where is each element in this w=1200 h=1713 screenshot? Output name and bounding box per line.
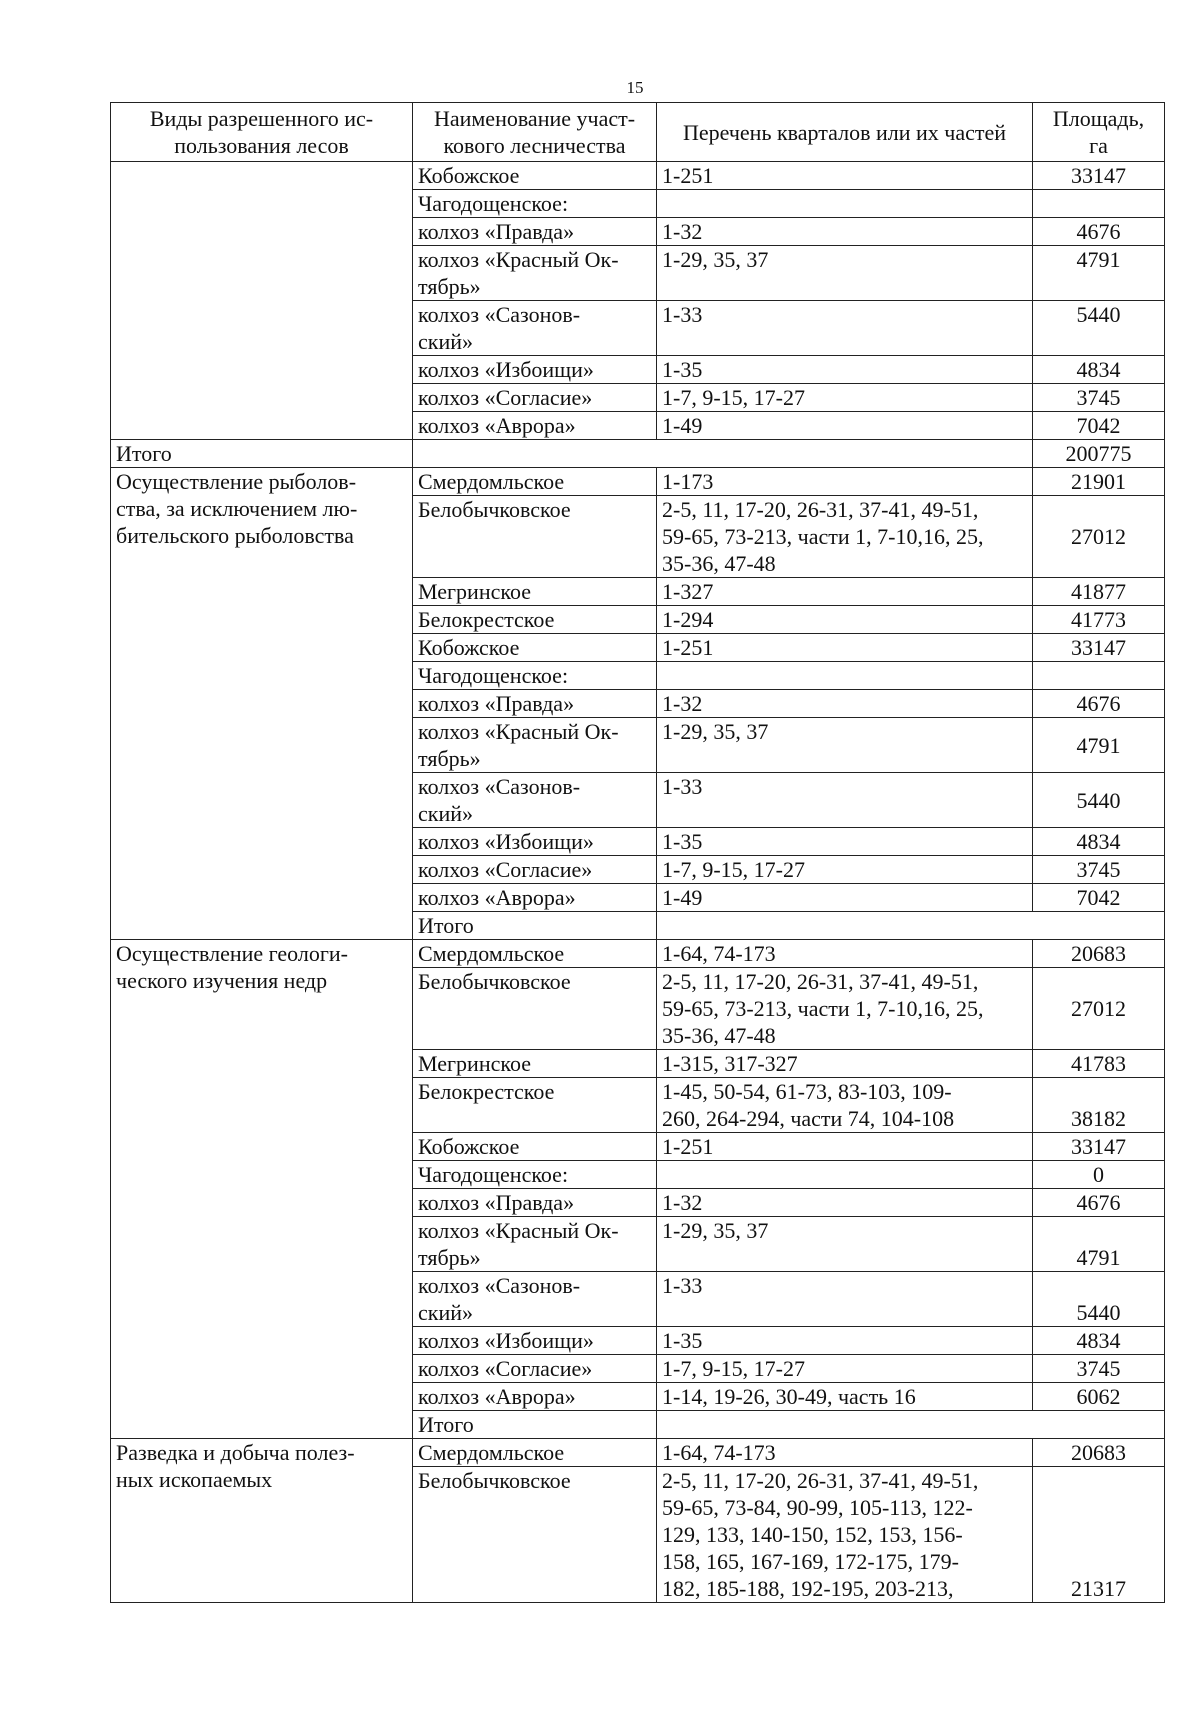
area-cell: 5440 <box>1033 773 1165 828</box>
area-cell: 41877 <box>1033 578 1165 606</box>
forestry-cell: колхоз «Избоищи» <box>413 828 657 856</box>
area-cell <box>1033 190 1165 218</box>
forestry-cell: Смердомльское <box>413 1439 657 1467</box>
header-forestry: Наименование участ- кового лесничества <box>413 103 657 162</box>
quarters-cell: 1-35 <box>657 1327 1033 1355</box>
total-area: 200775 <box>1033 440 1165 468</box>
area-cell: 33147 <box>1033 634 1165 662</box>
table-row <box>111 940 1165 968</box>
area-cell: 0 <box>1033 1161 1165 1189</box>
quarters-cell: 1-45, 50-54, 61-73, 83-103, 109- 260, 264-294, части 74, 104-108 <box>657 1078 1033 1133</box>
area-cell: 21901 <box>1033 468 1165 496</box>
quarters-cell: 1-251 <box>657 1133 1033 1161</box>
table-row <box>111 1439 1165 1467</box>
use-type-cell: Разведка и добыча полез- ных ископаемых <box>111 1439 413 1603</box>
area-cell: 20683 <box>1033 940 1165 968</box>
forestry-cell: колхоз «Сазонов- ский» <box>413 773 657 828</box>
area-cell: 4676 <box>1033 218 1165 246</box>
forestry-cell: Белобычковское <box>413 1467 657 1603</box>
forestry-cell: Чагодощенское: <box>413 1161 657 1189</box>
forestry-cell: колхоз «Красный Ок- тябрь» <box>413 1217 657 1272</box>
forestry-cell: Смердомльское <box>413 468 657 496</box>
total-label: Итого <box>111 440 413 468</box>
forestry-cell: колхоз «Аврора» <box>413 1383 657 1411</box>
area-cell: 4791 <box>1033 1217 1165 1272</box>
quarters-cell: 1-35 <box>657 828 1033 856</box>
quarters-cell: 2-5, 11, 17-20, 26-31, 37-41, 49-51, 59-65, 73-213, части 1, 7-10,16, 25, 35-36, 47-48 <box>657 968 1033 1050</box>
area-cell: 4791 <box>1033 718 1165 773</box>
quarters-cell: 1-251 <box>657 634 1033 662</box>
quarters-cell: 2-5, 11, 17-20, 26-31, 37-41, 49-51, 59-65, 73-213, части 1, 7-10,16, 25, 35-36, 47-48 <box>657 496 1033 578</box>
forestry-cell: Мегринское <box>413 1050 657 1078</box>
forestry-cell: колхоз «Аврора» <box>413 412 657 440</box>
forestry-cell: колхоз «Правда» <box>413 690 657 718</box>
quarters-cell: 1-32 <box>657 218 1033 246</box>
quarters-cell: 1-14, 19-26, 30-49, часть 16 <box>657 1383 1033 1411</box>
area-cell: 4834 <box>1033 356 1165 384</box>
forestry-cell: Кобожское <box>413 1133 657 1161</box>
forestry-cell: Чагодощенское: <box>413 190 657 218</box>
quarters-cell: 2-5, 11, 17-20, 26-31, 37-41, 49-51, 59-65, 73-84, 90-99, 105-113, 122- 129, 133, 140-150, 152, 153, 156- 158, 165, 167-169, 172-175, 179- 182, 185-188, 192-195, 203-213, <box>657 1467 1033 1603</box>
header-use-type: Виды разрешенного ис- пользования лесов <box>111 103 413 162</box>
area-cell: 33147 <box>1033 1133 1165 1161</box>
table-header-row <box>111 103 1165 162</box>
forestry-cell: Кобожское <box>413 634 657 662</box>
quarters-cell: 1-64, 74-173 <box>657 940 1033 968</box>
quarters-cell: 1-33 <box>657 1272 1033 1327</box>
area-cell: 4834 <box>1033 828 1165 856</box>
quarters-cell: 1-49 <box>657 412 1033 440</box>
header-area: Площадь, га <box>1033 103 1165 162</box>
area-cell: 21317 <box>1033 1467 1165 1603</box>
total-row <box>111 440 1165 468</box>
quarters-cell: 1-35 <box>657 356 1033 384</box>
forestry-cell: колхоз «Сазонов- ский» <box>413 301 657 356</box>
forestry-cell: Белокрестское <box>413 1078 657 1133</box>
area-cell: 5440 <box>1033 301 1165 356</box>
forestry-cell: колхоз «Избоищи» <box>413 1327 657 1355</box>
area-cell: 20683 <box>1033 1439 1165 1467</box>
quarters-cell: 1-33 <box>657 773 1033 828</box>
forestry-cell: колхоз «Согласие» <box>413 1355 657 1383</box>
forestry-cell: Белобычковское <box>413 968 657 1050</box>
area-cell: 27012 <box>1033 496 1165 578</box>
table-row <box>111 468 1165 496</box>
forestry-cell: колхоз «Красный Ок- тябрь» <box>413 718 657 773</box>
table-body <box>111 162 1165 1603</box>
area-cell: 33147 <box>1033 162 1165 190</box>
quarters-cell: 1-173 <box>657 468 1033 496</box>
forestry-cell: Кобожское <box>413 162 657 190</box>
area-cell: 41783 <box>1033 1050 1165 1078</box>
forest-use-table <box>110 102 1165 1603</box>
quarters-cell: 1-49 <box>657 884 1033 912</box>
forestry-cell: колхоз «Сазонов- ский» <box>413 1272 657 1327</box>
forestry-cell: Смердомльское <box>413 940 657 968</box>
total-empty <box>657 1411 1165 1439</box>
area-cell: 4676 <box>1033 1189 1165 1217</box>
quarters-cell: 1-315, 317-327 <box>657 1050 1033 1078</box>
total-label: Итого <box>413 1411 657 1439</box>
quarters-cell: 1-29, 35, 37 <box>657 718 1033 773</box>
area-cell: 4791 <box>1033 246 1165 301</box>
page-number: 15 <box>626 78 644 97</box>
area-cell: 7042 <box>1033 884 1165 912</box>
forestry-cell: колхоз «Избоищи» <box>413 356 657 384</box>
area-cell: 27012 <box>1033 968 1165 1050</box>
forestry-cell: Белокрестское <box>413 606 657 634</box>
forestry-cell: колхоз «Красный Ок- тябрь» <box>413 246 657 301</box>
quarters-cell: 1-29, 35, 37 <box>657 246 1033 301</box>
quarters-cell: 1-33 <box>657 301 1033 356</box>
quarters-cell: 1-64, 74-173 <box>657 1439 1033 1467</box>
area-cell: 4676 <box>1033 690 1165 718</box>
total-empty <box>413 440 1033 468</box>
table-row <box>111 162 1165 190</box>
area-cell: 6062 <box>1033 1383 1165 1411</box>
area-cell: 3745 <box>1033 856 1165 884</box>
quarters-cell <box>657 1161 1033 1189</box>
use-type-cell: Осуществление рыболов- ства, за исключением лю- бительского рыболовства <box>111 468 413 940</box>
forestry-cell: колхоз «Правда» <box>413 1189 657 1217</box>
area-cell: 4834 <box>1033 1327 1165 1355</box>
forestry-cell: колхоз «Аврора» <box>413 884 657 912</box>
total-empty <box>657 912 1165 940</box>
use-type-cell <box>111 162 413 440</box>
quarters-cell: 1-7, 9-15, 17-27 <box>657 856 1033 884</box>
area-cell: 7042 <box>1033 412 1165 440</box>
quarters-cell: 1-7, 9-15, 17-27 <box>657 384 1033 412</box>
quarters-cell: 1-294 <box>657 606 1033 634</box>
area-cell: 5440 <box>1033 1272 1165 1327</box>
forestry-cell: Мегринское <box>413 578 657 606</box>
quarters-cell: 1-32 <box>657 690 1033 718</box>
area-cell: 3745 <box>1033 1355 1165 1383</box>
area-cell: 38182 <box>1033 1078 1165 1133</box>
forestry-cell: Чагодощенское: <box>413 662 657 690</box>
forestry-cell: колхоз «Согласие» <box>413 384 657 412</box>
area-cell: 3745 <box>1033 384 1165 412</box>
quarters-cell: 1-32 <box>657 1189 1033 1217</box>
header-quarters: Перечень кварталов или их частей <box>657 103 1033 162</box>
forestry-cell: Белобычковское <box>413 496 657 578</box>
use-type-cell: Осуществление геологи- ческого изучения недр <box>111 940 413 1439</box>
area-cell: 41773 <box>1033 606 1165 634</box>
quarters-cell: 1-251 <box>657 162 1033 190</box>
forestry-cell: колхоз «Согласие» <box>413 856 657 884</box>
area-cell <box>1033 662 1165 690</box>
quarters-cell: 1-7, 9-15, 17-27 <box>657 1355 1033 1383</box>
quarters-cell <box>657 662 1033 690</box>
forestry-cell: колхоз «Правда» <box>413 218 657 246</box>
total-label: Итого <box>413 912 657 940</box>
quarters-cell: 1-29, 35, 37 <box>657 1217 1033 1272</box>
quarters-cell: 1-327 <box>657 578 1033 606</box>
quarters-cell <box>657 190 1033 218</box>
